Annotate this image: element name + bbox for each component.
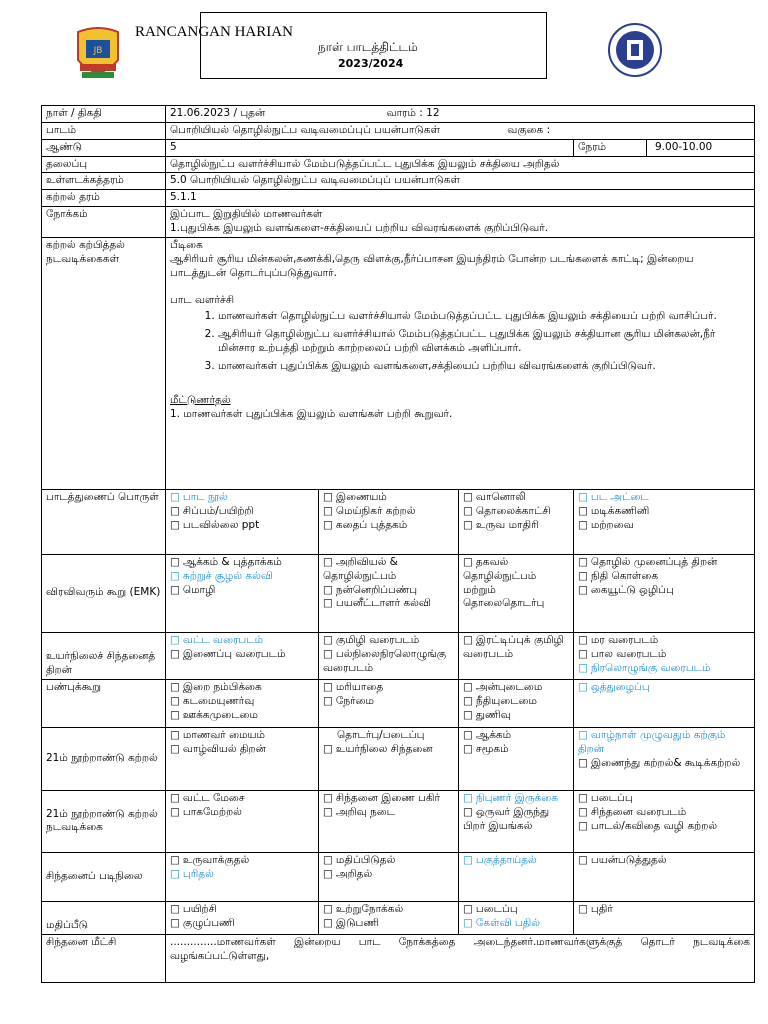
content-standard-label: உள்ளடக்கத்தரம்	[42, 173, 166, 190]
date-cell	[166, 106, 755, 123]
academic-year: 2023/2024	[338, 57, 404, 70]
option-item: □ தொழில் முனைப்புத் திறன்	[578, 556, 750, 570]
option-item: □ சிந்தனை வரைபடம்	[578, 806, 750, 820]
materials-col-3	[459, 489, 574, 554]
materials-label: பாடத்துணைப் பொருள்	[42, 489, 166, 554]
option-item: □ வட்ட வரைபடம்	[170, 634, 314, 648]
option-item: □ நீதியுடைமை	[463, 695, 569, 709]
ministry-logo	[606, 22, 664, 78]
hots-label: உயர்நிலைச் சிந்தனைத் திறன்	[42, 632, 166, 679]
option-item: □ சுற்றுச் சூழல் கல்வி	[170, 570, 314, 584]
thinking-label: சிந்தனைப் படிநிலை	[42, 852, 166, 901]
option-item: □ மாணவர் மையம்	[170, 729, 314, 743]
option-item: □ இறை நம்பிக்கை	[170, 681, 314, 695]
subject-label: பாடம்	[42, 122, 166, 139]
thinking-col-3	[459, 852, 574, 901]
option-item: □ படைப்பு	[578, 792, 750, 806]
emk-label: விரவிவரும் கூறு (EMK)	[42, 554, 166, 632]
emk-col-4	[574, 554, 755, 632]
emk-col-3	[459, 554, 574, 632]
option-item: □ குமிழி வரைபடம்	[323, 634, 454, 648]
option-item: □ வாழ்வியல் திறன்	[170, 743, 314, 757]
option-item: □ ஆக்கம் & புத்தாக்கம்	[170, 556, 314, 570]
option-item: □ பாடல்/கவிதை வழி கற்றல்	[578, 820, 750, 834]
c21-activity-col-4	[574, 790, 755, 852]
option-item: □ கதைப் புத்தகம்	[323, 519, 454, 533]
option-item: □ உற்றுநோக்கல்	[323, 903, 454, 917]
option-item: □ மதிப்பிடுதல்	[323, 854, 454, 868]
thinking-col-1	[166, 852, 319, 901]
option-item: □ ஆக்கம்	[463, 729, 569, 743]
option-item: □ தகவல் தொழில்நுட்பம் மற்றும் தொலைதொடர்பு	[463, 556, 569, 611]
assessment-col-2	[319, 901, 459, 934]
hots-col-2	[319, 632, 459, 679]
assessment-label: மதிப்பீடு	[42, 901, 166, 934]
development-step: 2. ஆசிரியர் தொழில்நுட்ப வளர்ச்சியால் மேம்படுத்தப்பட்ட புதுபிக்க இயலும் சக்தியான சூரிய மின்கலன்,நீர் மின்சார உற்பத்தி மற்றும் காற்றலைப் பற்றி விளக்கம் அளிப்பார்.	[218, 328, 750, 356]
subject-value: பொறியியல் தொழில்நுட்ப வடிவமைப்புப் பயன்பாடுகள்	[170, 123, 440, 136]
date-label: நாள் / திகதி	[42, 106, 166, 123]
closure-heading: மீட்டுணர்தல்	[170, 393, 231, 406]
option-item: □ இணையம்	[323, 491, 454, 505]
c21-activity-label: 21ம் நூற்றாண்டு கற்றல் நடவடிக்கை	[42, 790, 166, 852]
option-item: □ நேர்மை	[323, 695, 454, 709]
option-item: □ பயிற்சி	[170, 903, 314, 917]
time-cell	[574, 139, 755, 156]
time-value: 9.00-10.00	[655, 140, 713, 153]
option-item: □ பயனீட்டாளர் கல்வி	[323, 597, 454, 611]
option-item: □ வாழ்நாள் முழுவதும் கற்கும் திறன்	[578, 729, 750, 757]
option-item: □ அறிவு நடை	[323, 806, 454, 820]
option-item: □ துணிவு	[463, 709, 569, 723]
c21-activity-col-2	[319, 790, 459, 852]
topic-value: தொழில்நுட்ப வளர்ச்சியால் மேம்படுத்தப்பட்ட புதுபிக்க இயலும் சக்தியை அறிதல்	[166, 156, 755, 173]
materials-col-2	[319, 489, 459, 554]
subject-cell	[166, 122, 755, 139]
c21-label: 21ம் நூற்றாண்டு கற்றல்	[42, 727, 166, 790]
option-item: □ சிப்பம்/பயிற்றி	[170, 505, 314, 519]
option-item: □ குழுப்பணி	[170, 917, 314, 931]
c21-col-2	[319, 727, 459, 790]
option-item: □ பாகமேற்றல்	[170, 806, 314, 820]
option-item: □ பகுத்தாய்தல்	[463, 854, 569, 868]
topic-label: தலைப்பு	[42, 156, 166, 173]
option-item: □ இணைந்து கற்றல்& கூடிக்கற்றல்	[578, 757, 750, 771]
objective-line-1: இப்பாட இறுதியில் மாணவர்கள்	[170, 208, 323, 221]
thinking-col-4	[574, 852, 755, 901]
emk-col-2	[319, 554, 459, 632]
option-item: □ உருவ மாதிரி	[463, 519, 569, 533]
closure-item: 1. மாணவர்கள் புதுப்பிக்க இயலும் வளங்கள் பற்றி கூறுவர்.	[170, 407, 453, 420]
values-col-2	[319, 679, 459, 727]
assessment-col-1	[166, 901, 319, 934]
development-step: 3. மாணவர்கள் புதுப்பிக்க இயலும் வளங்களை,சக்தியைப் பற்றிய விவரங்களைக் குறிப்பிடுவர்.	[218, 360, 750, 374]
class-label: வகுகை :	[507, 123, 551, 136]
option-item: □ கடமையுணர்வு	[170, 695, 314, 709]
year-label: ஆண்டு	[42, 139, 166, 156]
option-item: □ தொலைக்காட்சி	[463, 505, 569, 519]
option-item: □ உருவாக்குதல்	[170, 854, 314, 868]
option-item: □ அன்புடைமை	[463, 681, 569, 695]
activities-label: கற்றல் கற்பித்தல் நடவடிக்கைகள்	[42, 237, 166, 489]
objective-label: நோக்கம்	[42, 207, 166, 238]
time-label: நேரம்	[574, 140, 647, 156]
option-item: □ நன்னெறிப்பண்பு	[323, 584, 454, 598]
option-item: □ அறிவியல் & தொழில்நுட்பம்	[323, 556, 454, 584]
learning-standard-value: 5.1.1	[166, 190, 755, 207]
option-item: □ மரியாதை	[323, 681, 454, 695]
values-label: பண்புக்கூறு	[42, 679, 166, 727]
option-item: □ இணைப்பு வரைபடம்	[170, 648, 314, 662]
option-item: □ மொழி	[170, 584, 314, 598]
intro-text: ஆசிரியர் சூரிய மின்கலன்,கணக்கி,தெரு விளக்கு,நீர்ப்பாசன இயந்திரம் போன்ற படங்களைக் காட்டி; இன்றைய பாடத்துடன் தொடர்புப்படுத்துவார்.	[170, 252, 694, 279]
option-item: □ புதிர்	[578, 903, 750, 917]
option-item: □ ஒருவர் இருந்து பிறர் இயங்கல்	[463, 806, 569, 834]
option-item: □ வானொலி	[463, 491, 569, 505]
development-step: 1. மாணவர்கள் தொழில்நுட்ப வளர்ச்சியால் மேம்படுத்தப்பட்ட புதுபிக்க இயலும் சக்தியைப் பற்றி வாசிப்பர்.	[218, 310, 750, 324]
svg-text:JB: JB	[93, 46, 103, 56]
option-item: □ மெய்நிகர் கற்றல்	[323, 505, 454, 519]
option-item: □ நிரலொழுங்கு வரைபடம்	[578, 662, 750, 676]
c21-activity-col-3	[459, 790, 574, 852]
option-item: □ பல்நிலைநிரலொழுங்கு வரைபடம்	[323, 648, 454, 676]
objective-line-2: 1.புதுபிக்க இயலும் வளங்களை-சக்தியைப் பற்றிய விவரங்களைக் குறிப்பிடுவர்.	[170, 222, 549, 235]
assessment-col-3	[459, 901, 574, 934]
plan-heading: RANCANGAN HARIAN	[135, 24, 293, 40]
activities-cell	[166, 237, 755, 489]
hots-col-1	[166, 632, 319, 679]
c21-activity-col-1	[166, 790, 319, 852]
option-item: தொடர்பு/படைப்பு	[337, 728, 425, 741]
lesson-plan-table	[41, 105, 755, 983]
thinking-col-2	[319, 852, 459, 901]
option-item: □ இடுபணி	[323, 917, 454, 931]
hots-col-3	[459, 632, 574, 679]
option-item: □ ஊக்கமுடைமை	[170, 709, 314, 723]
emk-col-1	[166, 554, 319, 632]
week-value: வாரம் : 12	[386, 107, 440, 119]
reflection-label: சிந்தனை மீட்சி	[42, 934, 166, 982]
materials-col-4	[574, 489, 755, 554]
page-title: நாள் பாடத்திட்டம்	[318, 40, 418, 54]
option-item: □ பாட நூல்	[170, 491, 314, 505]
option-item: □ படைப்பு	[463, 903, 569, 917]
c21-col-4	[574, 727, 755, 790]
values-col-4	[574, 679, 755, 727]
option-item: □ பட அட்டை	[578, 491, 750, 505]
option-item: □ படவில்லை ppt	[170, 519, 314, 533]
intro-heading: பீடிகை	[170, 238, 203, 251]
option-item: □ மடிக்கணினி	[578, 505, 750, 519]
content-standard-value: 5.0 பொறியியல் தொழில்நுட்ப வடிவமைப்புப் பயன்பாடுகள்	[166, 173, 755, 190]
option-item: □ கையூட்டு ஒழிப்பு	[578, 584, 750, 598]
option-item: □ இரட்டிப்புக் குமிழி வரைபடம்	[463, 634, 569, 662]
option-item: □ பால வரைபடம்	[578, 648, 750, 662]
hots-col-4	[574, 632, 755, 679]
school-logo	[74, 26, 122, 82]
assessment-col-4	[574, 901, 755, 934]
option-item: □ பயன்படுத்துதல்	[578, 854, 750, 868]
option-item: □ ஒத்துழைப்பு	[578, 681, 750, 695]
values-col-1	[166, 679, 319, 727]
option-item: □ அறிதல்	[323, 868, 454, 882]
learning-standard-label: கற்றல் தரம்	[42, 190, 166, 207]
option-item: □ சிந்தனை இணை பகிர்	[323, 792, 454, 806]
objective-cell	[166, 207, 755, 238]
materials-col-1	[166, 489, 319, 554]
option-item: □ புரிதல்	[170, 868, 314, 882]
option-item: □ நிபுணர் இருக்கை	[463, 792, 569, 806]
option-item: □ வட்ட மேசை	[170, 792, 314, 806]
option-item: □ உயர்நிலை சிந்தனை	[323, 743, 454, 757]
development-heading: பாட வளர்ச்சி	[170, 294, 235, 307]
date-value: 21.06.2023 / புதன்	[170, 107, 266, 119]
values-col-3	[459, 679, 574, 727]
option-item: □ நிதி கொள்கை	[578, 570, 750, 584]
year-value: 5	[166, 139, 574, 156]
c21-col-3	[459, 727, 574, 790]
option-item: □ மர வரைபடம்	[578, 634, 750, 648]
c21-col-1	[166, 727, 319, 790]
development-steps	[170, 310, 750, 373]
option-item: □ சமூகம்	[463, 743, 569, 757]
option-item: □ மற்றவை	[578, 519, 750, 533]
reflection-text: ..............மாணவர்கள் இன்றைய பாட நோக்கத்தை அடைந்தனர்.மாணவர்களுக்குத் தொடர் நடவடிக்கை வழங்கப்பட்டுள்ளது,	[166, 934, 755, 982]
option-item: □ கேள்வி பதில்	[463, 917, 569, 931]
